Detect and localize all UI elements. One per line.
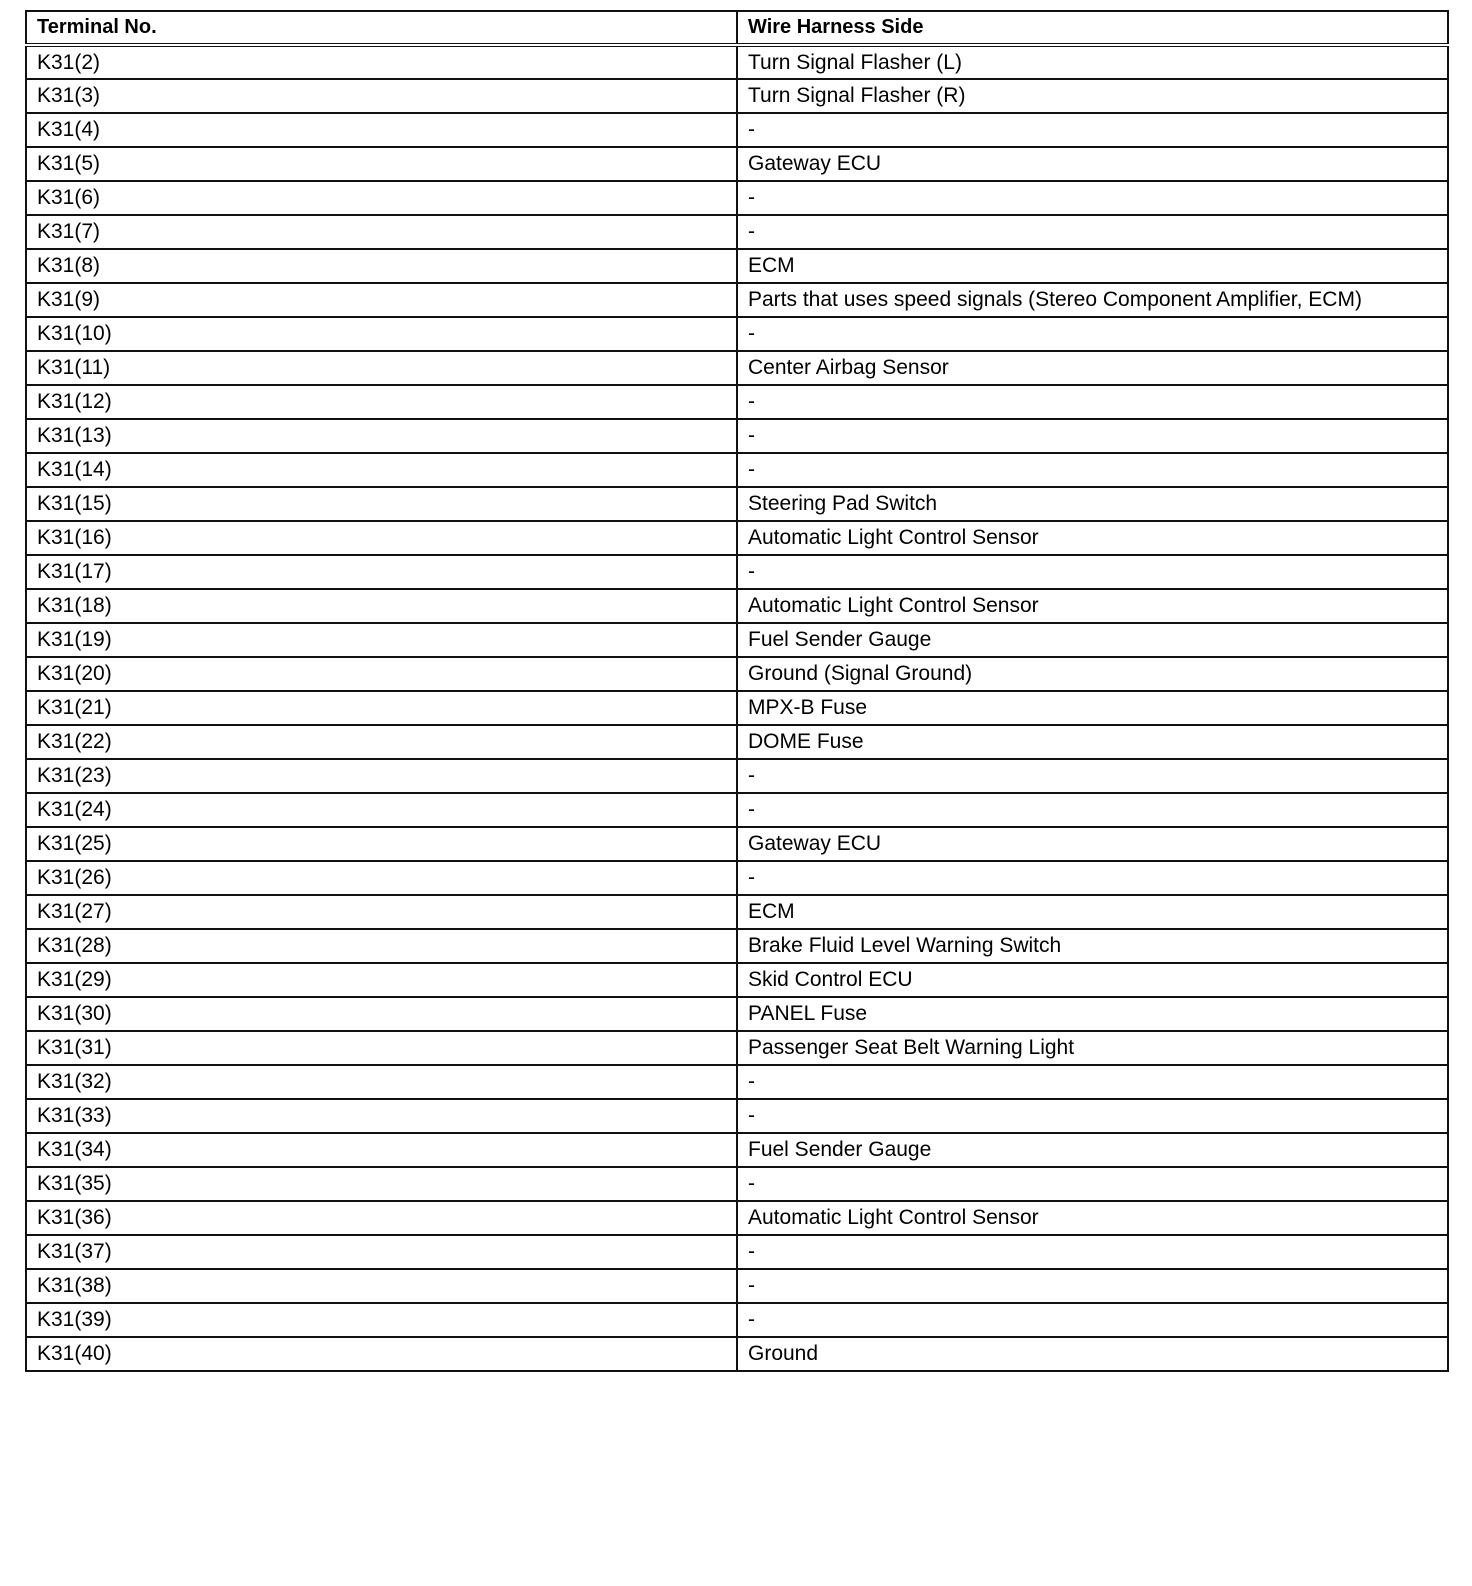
terminal-no-cell: K31(11) [26, 351, 737, 385]
table-header [26, 11, 1448, 45]
table-row [26, 45, 1448, 79]
terminal-no-cell: K31(9) [26, 283, 737, 317]
wire-harness-side-cell: - [737, 759, 1448, 793]
wire-harness-side-cell: Turn Signal Flasher (L) [737, 45, 1448, 79]
table-row [26, 181, 1448, 215]
wire-harness-side-cell: - [737, 215, 1448, 249]
wire-harness-side-cell: - [737, 453, 1448, 487]
table-row [26, 691, 1448, 725]
table-row [26, 1235, 1448, 1269]
wire-harness-side-cell: - [737, 181, 1448, 215]
wire-harness-side-cell: - [737, 113, 1448, 147]
wire-harness-side-cell: - [737, 317, 1448, 351]
terminal-no-cell: K31(39) [26, 1303, 737, 1337]
terminal-no-cell: K31(4) [26, 113, 737, 147]
wire-harness-side-cell: Ground [737, 1337, 1448, 1371]
table-row [26, 895, 1448, 929]
terminal-no-cell: K31(10) [26, 317, 737, 351]
terminal-no-cell: K31(31) [26, 1031, 737, 1065]
table-row [26, 113, 1448, 147]
terminal-no-cell: K31(40) [26, 1337, 737, 1371]
wire-harness-side-cell: Automatic Light Control Sensor [737, 1201, 1448, 1235]
table-row [26, 589, 1448, 623]
table-row [26, 623, 1448, 657]
terminal-no-cell: K31(24) [26, 793, 737, 827]
table-row [26, 759, 1448, 793]
wire-harness-side-cell: - [737, 1167, 1448, 1201]
terminal-no-cell: K31(18) [26, 589, 737, 623]
table-row [26, 725, 1448, 759]
table-row [26, 215, 1448, 249]
terminal-no-cell: K31(3) [26, 79, 737, 113]
terminal-no-cell: K31(32) [26, 1065, 737, 1099]
terminal-no-cell: K31(2) [26, 45, 737, 79]
wire-harness-side-cell: Gateway ECU [737, 147, 1448, 181]
table-row [26, 249, 1448, 283]
table-row [26, 521, 1448, 555]
wire-harness-side-cell: Fuel Sender Gauge [737, 1133, 1448, 1167]
terminal-no-cell: K31(14) [26, 453, 737, 487]
wire-harness-side-cell: - [737, 861, 1448, 895]
header-row [26, 11, 1448, 45]
wire-harness-side-cell: ECM [737, 895, 1448, 929]
table-body [26, 45, 1448, 1371]
terminal-no-cell: K31(27) [26, 895, 737, 929]
wire-harness-side-cell: - [737, 555, 1448, 589]
table-row [26, 317, 1448, 351]
terminal-no-cell: K31(29) [26, 963, 737, 997]
terminal-no-cell: K31(34) [26, 1133, 737, 1167]
wire-harness-side-cell: Ground (Signal Ground) [737, 657, 1448, 691]
table-row [26, 1269, 1448, 1303]
wire-harness-side-cell: Gateway ECU [737, 827, 1448, 861]
wire-harness-side-cell: - [737, 1099, 1448, 1133]
wire-harness-side-cell: Steering Pad Switch [737, 487, 1448, 521]
table-row [26, 1303, 1448, 1337]
table-row [26, 555, 1448, 589]
table-row [26, 793, 1448, 827]
wire-harness-side-cell: - [737, 1303, 1448, 1337]
table-row [26, 419, 1448, 453]
table-row [26, 997, 1448, 1031]
wire-harness-side-header: Wire Harness Side [737, 11, 1448, 45]
table-row [26, 283, 1448, 317]
wire-harness-side-cell: PANEL Fuse [737, 997, 1448, 1031]
terminal-no-cell: K31(22) [26, 725, 737, 759]
terminal-no-cell: K31(36) [26, 1201, 737, 1235]
table-row [26, 929, 1448, 963]
table-row [26, 1201, 1448, 1235]
wire-harness-side-cell: - [737, 1235, 1448, 1269]
terminal-no-cell: K31(16) [26, 521, 737, 555]
wire-harness-side-cell: Passenger Seat Belt Warning Light [737, 1031, 1448, 1065]
wire-harness-side-cell: DOME Fuse [737, 725, 1448, 759]
terminal-table [25, 10, 1449, 1372]
wire-harness-side-cell: Center Airbag Sensor [737, 351, 1448, 385]
terminal-no-cell: K31(23) [26, 759, 737, 793]
wire-harness-side-cell: Parts that uses speed signals (Stereo Component Amplifier, ECM) [737, 283, 1448, 317]
table-row [26, 1099, 1448, 1133]
terminal-no-cell: K31(26) [26, 861, 737, 895]
terminal-no-cell: K31(5) [26, 147, 737, 181]
table-row [26, 1133, 1448, 1167]
wire-harness-side-cell: - [737, 1065, 1448, 1099]
terminal-no-cell: K31(33) [26, 1099, 737, 1133]
table-row [26, 861, 1448, 895]
wire-harness-side-cell: ECM [737, 249, 1448, 283]
terminal-no-header: Terminal No. [26, 11, 737, 45]
wire-harness-side-cell: MPX-B Fuse [737, 691, 1448, 725]
table-row [26, 827, 1448, 861]
table-row [26, 963, 1448, 997]
terminal-no-cell: K31(25) [26, 827, 737, 861]
terminal-no-cell: K31(20) [26, 657, 737, 691]
terminal-no-cell: K31(17) [26, 555, 737, 589]
table-row [26, 147, 1448, 181]
wire-harness-side-cell: - [737, 385, 1448, 419]
table-row [26, 1031, 1448, 1065]
terminal-no-cell: K31(15) [26, 487, 737, 521]
wire-harness-side-cell: - [737, 793, 1448, 827]
wire-harness-side-cell: Turn Signal Flasher (R) [737, 79, 1448, 113]
table-row [26, 453, 1448, 487]
terminal-no-cell: K31(13) [26, 419, 737, 453]
terminal-no-cell: K31(7) [26, 215, 737, 249]
table-row [26, 385, 1448, 419]
terminal-no-cell: K31(12) [26, 385, 737, 419]
wire-harness-side-cell: Skid Control ECU [737, 963, 1448, 997]
table-row [26, 657, 1448, 691]
terminal-no-cell: K31(30) [26, 997, 737, 1031]
table-row [26, 1337, 1448, 1371]
wire-harness-side-cell: - [737, 1269, 1448, 1303]
table-row [26, 79, 1448, 113]
wire-harness-side-cell: Automatic Light Control Sensor [737, 589, 1448, 623]
terminal-no-cell: K31(21) [26, 691, 737, 725]
wire-harness-side-cell: Brake Fluid Level Warning Switch [737, 929, 1448, 963]
table-row [26, 351, 1448, 385]
terminal-no-cell: K31(38) [26, 1269, 737, 1303]
terminal-no-cell: K31(28) [26, 929, 737, 963]
table-row [26, 1167, 1448, 1201]
terminal-no-cell: K31(35) [26, 1167, 737, 1201]
wire-harness-side-cell: Fuel Sender Gauge [737, 623, 1448, 657]
wire-harness-side-cell: - [737, 419, 1448, 453]
terminal-no-cell: K31(6) [26, 181, 737, 215]
terminal-no-cell: K31(19) [26, 623, 737, 657]
table-row [26, 1065, 1448, 1099]
table-row [26, 487, 1448, 521]
terminal-no-cell: K31(37) [26, 1235, 737, 1269]
terminal-no-cell: K31(8) [26, 249, 737, 283]
wire-harness-side-cell: Automatic Light Control Sensor [737, 521, 1448, 555]
